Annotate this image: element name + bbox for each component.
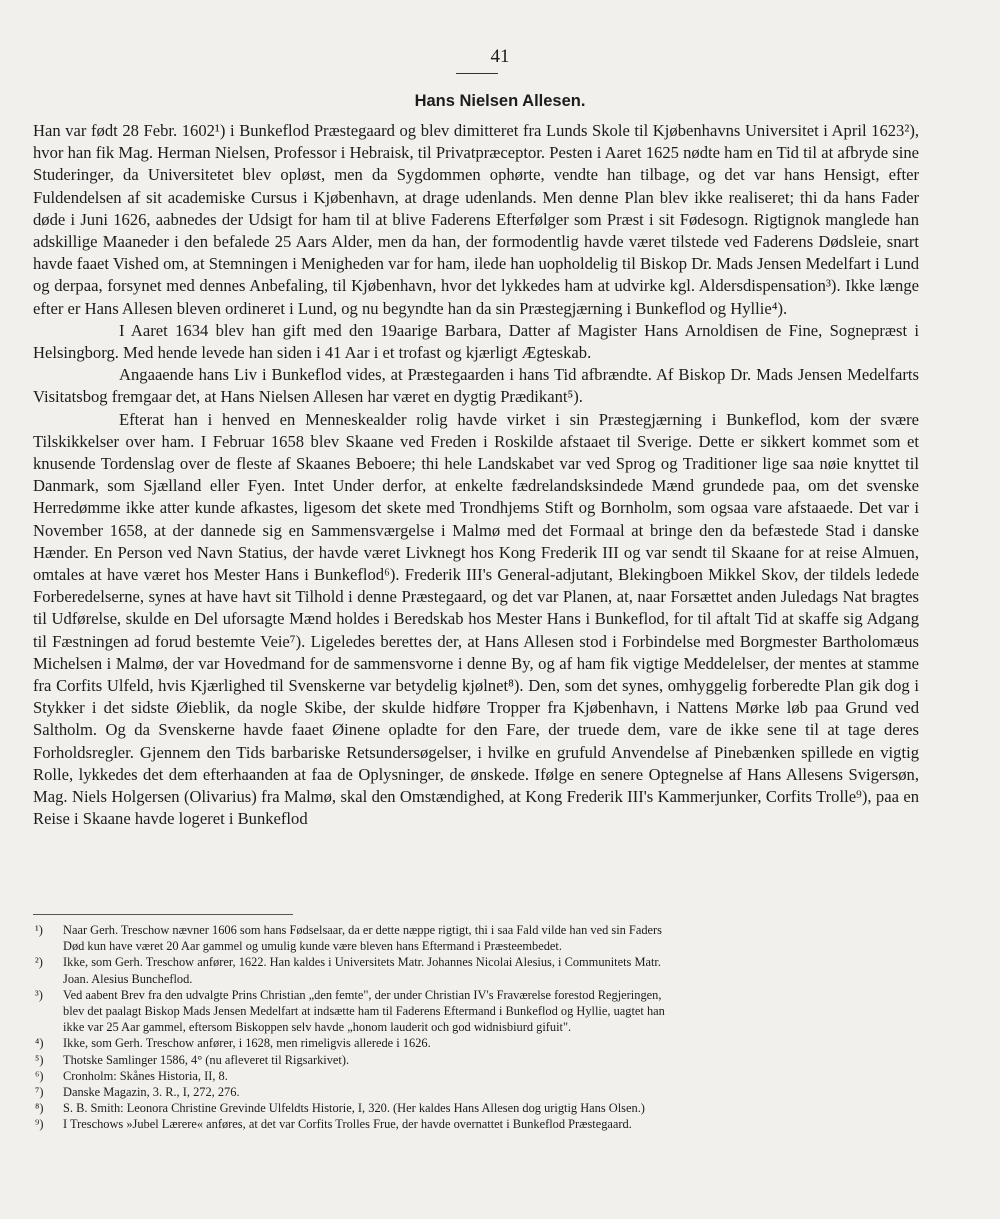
footnote-2 bbox=[33, 954, 923, 986]
footnote-line: Danske Magazin, 3. R., I, 272, 276. bbox=[63, 1085, 240, 1100]
footnote-mark: ⁶) bbox=[35, 1068, 44, 1083]
footnote-mark: ⁹) bbox=[35, 1117, 44, 1132]
footnotes bbox=[33, 922, 923, 1133]
paragraph-2: I Aaret 1634 blev han gift med den 19aarige Barbara, Datter af Magister Hans Arnoldisen de Fine, Sognepræst i Helsingborg. Med hende levede han siden i 41 Aar i et trofast og kjærligt Ægteskab. bbox=[33, 320, 919, 363]
footnote-8 bbox=[33, 1100, 923, 1116]
paragraph-1: Han var født 28 Febr. 1602¹) i Bunkeflod Præstegaard og blev dimitteret fra Lunds Skole til Kjøbenhavns Universitet i April 1623²), hvor han fik Mag. Herman Nielsen, Professor i Hebraisk, til Privatpræceptor. Pesten i Aaret 1625 nødte ham en Tid til at afbryde sine Studeringer, da Universitetet blev opløst, men da Sygdommen ophørte, vendte han tilbage, og det var hans Hensigt, efter Fuldendelsen af sit academiske Cursus i Kjøbenhavn, at drage udenlands. Men denne Plan blev ikke realiseret; thi da hans Fader døde i Juni 1626, aabnedes der Udsigt for ham til at blive Faderens Efterfølger som Præst i sit Fødesogn. Rigtignok manglede han adskillige Maaneder i den befalede 25 Aars Alder, men da han, der formodentlig havde været tilstede ved Faderens Dødsleie, snart havde faaet Vished om, at Stemningen i Menigheden var for ham, ilede han uopholdelig til Biskop Dr. Mads Jensen Medelfart i Lund og derpaa, forsynet med dennes Anbefaling, til Kjøbenhavn, hvor det lykkedes ham at udvirke kgl. Aldersdispensation³). Ikke længe efter er Hans Allesen bleven ordineret i Lund, og nu begyndte han da sin Præstegjærning i Bunkeflod og Hyllie⁴). bbox=[33, 121, 919, 318]
footnote-1 bbox=[33, 922, 923, 954]
footnote-7 bbox=[33, 1084, 923, 1100]
footnote-6 bbox=[33, 1068, 923, 1084]
footnote-3 bbox=[33, 987, 923, 1036]
page-number: 41 bbox=[490, 46, 510, 67]
paragraph-3: Angaaende hans Liv i Bunkeflod vides, at Præstegaarden i hans Tid afbrændte. Af Biskop Dr. Mads Jensen Medelfarts Visitatsbog fremgaar det, at Hans Nielsen Allesen har været en dygtig Prædikant⁵). bbox=[33, 365, 919, 407]
footnote-line: Ikke, som Gerh. Treschow anfører, i 1628, men rimeligvis allerede i 1626. bbox=[63, 1036, 431, 1051]
body-text bbox=[33, 120, 919, 831]
footnote-line: Ikke, som Gerh. Treschow anfører, 1622. Han kaldes i Universitets Matr. Johannes Nicolai Alesius, i Communitets Matr. bbox=[63, 955, 661, 970]
footnote-mark: ⁴) bbox=[35, 1036, 44, 1051]
footnote-line: blev det paalagt Biskop Mads Jensen Medelfart at indsætte ham til Faderens Eftermand i Bunkeflod og Hyllie, uagtet han bbox=[63, 1004, 665, 1019]
footnote-mark: ⁸) bbox=[35, 1101, 44, 1116]
footnote-mark: ³) bbox=[35, 987, 43, 1002]
footnote-line: Naar Gerh. Treschow nævner 1606 som hans Fødselsaar, da er dette næppe rigtigt, thi i saa Fald vilde han ved sin Faders bbox=[63, 923, 662, 937]
footnote-line: Ved aabent Brev fra den udvalgte Prins Christian „den femte", der under Christian IV's Fraværelse forestod Regjeringen, bbox=[63, 987, 662, 1002]
footnote-line: Død kun have været 20 Aar gammel og umulig kunde være bleven hans Eftermand i Præsteembedet. bbox=[63, 939, 562, 954]
footnote-mark: ²) bbox=[35, 955, 43, 970]
footnote-9 bbox=[33, 1116, 923, 1132]
footnote-line: Joan. Alesius Buncheflod. bbox=[63, 971, 193, 986]
footnote-line: Thotske Samlinger 1586, 4° (nu afleveret til Rigsarkivet). bbox=[63, 1052, 350, 1067]
footnote-mark: ¹) bbox=[35, 923, 43, 937]
footnote-mark: ⁵) bbox=[35, 1052, 44, 1067]
section-title: Hans Nielsen Allesen. bbox=[414, 92, 586, 110]
footnote-4 bbox=[33, 1035, 923, 1051]
page-number-rule bbox=[456, 73, 498, 74]
footnote-line: ikke var 25 Aar gammel, eftersom Biskoppen selv havde „honom lauderit och god widnisbiurd gifuit". bbox=[63, 1020, 572, 1035]
footnote-line: S. B. Smith: Leonora Christine Grevinde Ulfeldts Historie, I, 320. (Her kaldes Hans Allesen dog urigtig Hans Olsen.) bbox=[63, 1101, 645, 1116]
footnote-5 bbox=[33, 1052, 923, 1068]
footnote-line: I Treschows »Jubel Lærere« anføres, at det var Corfits Trolles Frue, der havde overnattet i Bunkeflod Præstegaard. bbox=[63, 1117, 632, 1132]
footnote-mark: ⁷) bbox=[35, 1085, 44, 1100]
footnote-rule bbox=[33, 914, 293, 915]
paragraph-4: Efterat han i henved en Menneskealder rolig havde virket i sin Præstegjærning i Bunkeflod, kom der svære Tilskikkelser over ham. I Februar 1658 blev Skaane ved Freden i Roskilde afstaaet til Sverige. Dette er sikkert kommet som et knusende Tordenslag over de fleste af Skaanes Beboere; thi hele Landskabet var ved Sprog og Traditioner lige saa nøie knyttet til Danmark, som Sjælland eller Fyen. Intet Under derfor, at enkelte fædrelandsksindede Mænd grundede paa, om det svenske Herredømme ikke atter kunde afkastes, ligesom det skete med Trondhjems Stift og Bornholm, som ogsaa vare afstaaede. Det var i November 1658, at der dannede sig en Sammensværgelse i Malmø med det Formaal at bringe den da befæstede Stad i danske Hænder. En Person ved Navn Statius, der havde været Livknegt hos Kong Frederik III og var sendt til Skaane for at reise Almuen, omtales at have været hos Mester Hans i Bunkeflod⁶). Frederik III's General-adjutant, Blekingboen Mikkel Skov, der tildels ledede Forberedelserne, synes at have havt sit Tilhold i denne Præstegaard, og det var Planen, at, naar Forsættet anden Juledags Nat bragtes til Udførelse, skulde en Del uforsagte Mænd holdes i Beredskab hos Mester Hans i Bunkeflod, for til aftalt Tid at skaffe sig Adgang til Fæstningen ad forud bestemte Veie⁷). Ligeledes berettes der, at Hans Allesen stod i Forbindelse med Borgmester Bartholomæus Michelsen i Malmø, der var Hovedmand for de sammensvorne i denne By, og af ham fik vigtige Meddelelser, der mentes at stamme fra Corfits Ulfeld, hvis Kjærlighed til Svenskerne var betydelig kjølnet⁸). Den, som det synes, omhyggelig forberedte Plan gik dog i Stykker i det sidste Øieblik, da nogle Skibe, der skulde hidføre Tropper fra Kjøbenhavn, i Nattens Mørke løb paa Grund ved Saltholm. Og da Svenskerne havde faaet Øinene opladte for den Fare, der truede dem, vare de ikke sene til at tage deres Forholdsregler. Gjennem den Tids barbariske Retsundersøgelser, i hvilke en grufuld Anvendelse af Pinebænken spillede en vigtig Rolle, lykkedes det dem efterhaanden at faa de Oplysninger, de ønskede. Ifølge en senere Optegnelse af Hans Allesens Svigersøn, Mag. Niels Holgersen (Olivarius) fra Malmø, skal den Omstændighed, at Kong Frederik III's Kammerjunker, Corfits Trolle⁹), paa en Reise i Skaane havde logeret i Bunkeflod bbox=[33, 409, 919, 829]
footnote-line: Cronholm: Skånes Historia, II, 8. bbox=[63, 1068, 228, 1083]
